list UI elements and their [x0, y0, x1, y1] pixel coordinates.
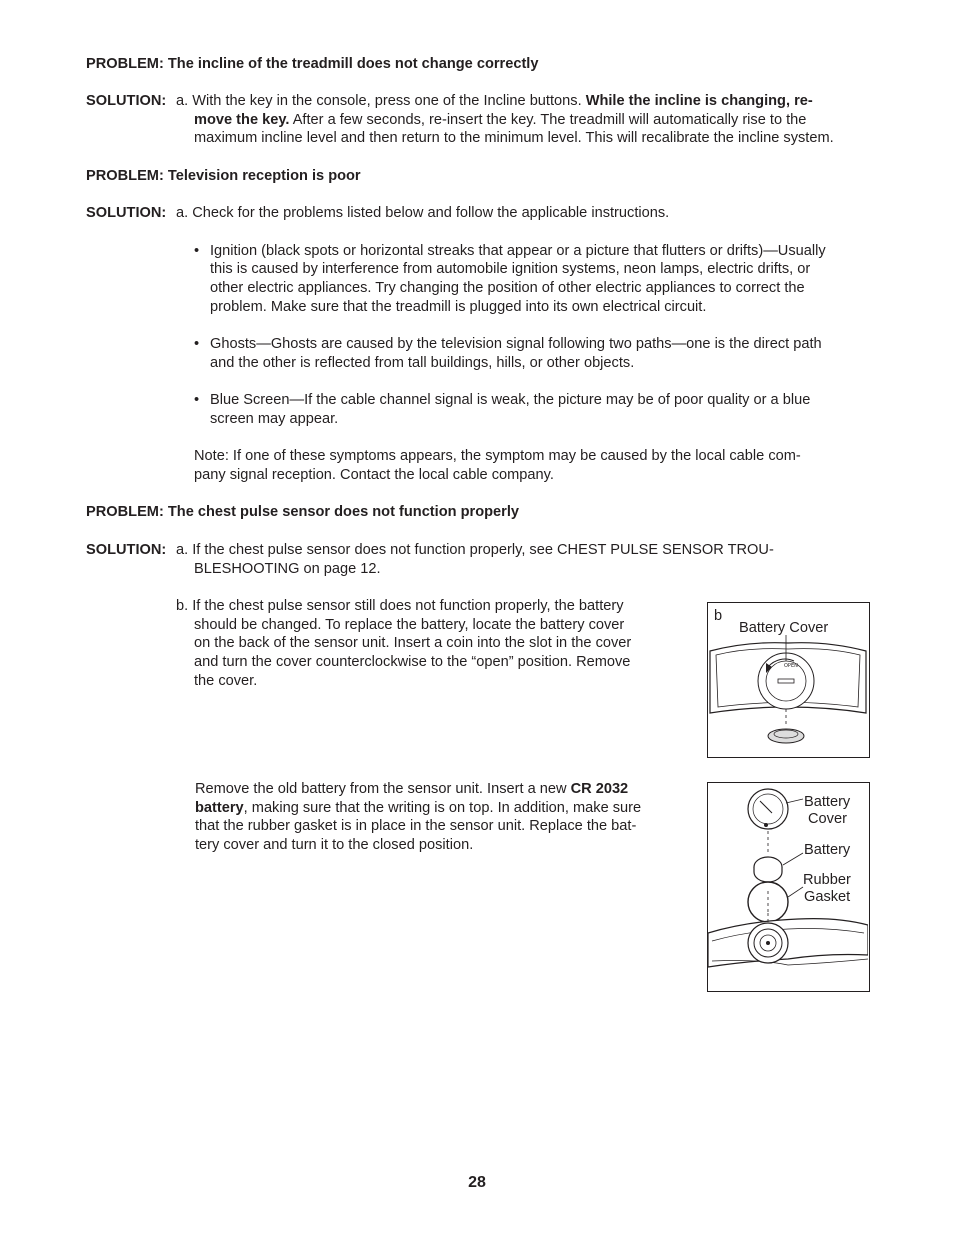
open-text: OPEN: [784, 663, 798, 669]
battery-label: Battery: [804, 842, 851, 858]
battery-cover-label-2: Cover: [808, 811, 847, 827]
rubber-gasket-label-1: Rubber: [803, 872, 851, 888]
problem-2-title: PROBLEM: Television reception is poor: [86, 168, 361, 184]
solution-3-label: SOLUTION:: [86, 542, 167, 558]
solution-3b-line2: should be changed. To replace the battery, locate the battery cover: [194, 617, 625, 633]
problem-3-title: PROBLEM: The chest pulse sensor does not function properly: [86, 504, 519, 520]
bullet-marker: •: [194, 392, 200, 408]
bullet-3-line2: screen may appear.: [210, 411, 339, 427]
bullet-1-line2: this is caused by interference from automobile ignition systems, neon lamps, electric drifts, or: [210, 261, 811, 277]
solution-3b-line3: on the back of the sensor unit. Insert a coin into the slot in the cover: [194, 635, 632, 651]
bullet-2-line2: and the other is reflected from tall buildings, hills, or other objects.: [210, 355, 635, 371]
bullet-1-line4: problem. Make sure that the treadmill is plugged into its own electrical circuit.: [210, 299, 707, 315]
rubber-gasket-label-2: Gasket: [804, 889, 851, 905]
solution-3a-line1: a. If the chest pulse sensor does not function properly, see CHEST PULSE SENSOR TROU-: [176, 542, 774, 558]
solution-3b-line5: the cover.: [194, 673, 258, 689]
solution-2-label: SOLUTION:: [86, 205, 167, 221]
bullet-1-line3: other electric appliances. Try changing the position of other electric appliances to correct the: [210, 280, 805, 296]
bullet-3-line1: Blue Screen—If the cable channel signal is weak, the picture may be of poor quality or a blue: [210, 392, 811, 408]
solution-3b-line4: and turn the cover counterclockwise to the “open” position. Remove: [194, 654, 631, 670]
problem-1-title: PROBLEM: The incline of the treadmill does not change correctly: [86, 56, 539, 72]
battery-cover-label-1: Battery: [804, 794, 851, 810]
solution-3c-line1: Remove the old battery from the sensor unit. Insert a new CR 2032: [195, 781, 629, 797]
bullet-marker: •: [194, 243, 200, 259]
solution-2a-text: a. Check for the problems listed below and follow the applicable instructions.: [176, 205, 670, 221]
note-line2: pany signal reception. Contact the local cable company.: [194, 467, 554, 483]
solution-3b-line1: b. If the chest pulse sensor still does not function properly, the battery: [176, 598, 624, 614]
battery-cover-label: Battery Cover: [739, 620, 829, 636]
solution-3c-line3: that the rubber gasket is in place in the sensor unit. Replace the bat-: [195, 818, 637, 834]
figure-letter: b: [714, 608, 723, 624]
note-line1: Note: If one of these symptoms appears, the symptom may be caused by the local cable com-: [194, 448, 801, 464]
solution-3c-line2: battery, making sure that the writing is on top. In addition, make sure: [195, 800, 642, 816]
bullet-marker: •: [194, 336, 200, 352]
battery-cover-figure: [707, 602, 870, 758]
solution-1a-line1: a. With the key in the console, press one of the Incline buttons. While the incline is changing, re-: [176, 93, 813, 109]
solution-1a-line3: maximum incline level and then return to the minimum level. This will recalibrate the incline system.: [194, 130, 834, 146]
bullet-1-line1: Ignition (black spots or horizontal streaks that appear or a picture that flutters or drifts)—Usually: [210, 243, 826, 259]
bullet-2-line1: Ghosts—Ghosts are caused by the television signal following two paths—one is the direct path: [210, 336, 822, 352]
solution-3a-line2: BLESHOOTING on page 12.: [194, 561, 381, 577]
solution-3c-line4: tery cover and turn it to the closed position.: [195, 837, 474, 853]
solution-1a-line2: move the key. After a few seconds, re-insert the key. The treadmill will automatically rise to the: [194, 112, 807, 128]
battery-exploded-figure: [707, 782, 870, 992]
solution-1-label: SOLUTION:: [86, 93, 167, 109]
page-number: 28: [468, 1174, 486, 1191]
